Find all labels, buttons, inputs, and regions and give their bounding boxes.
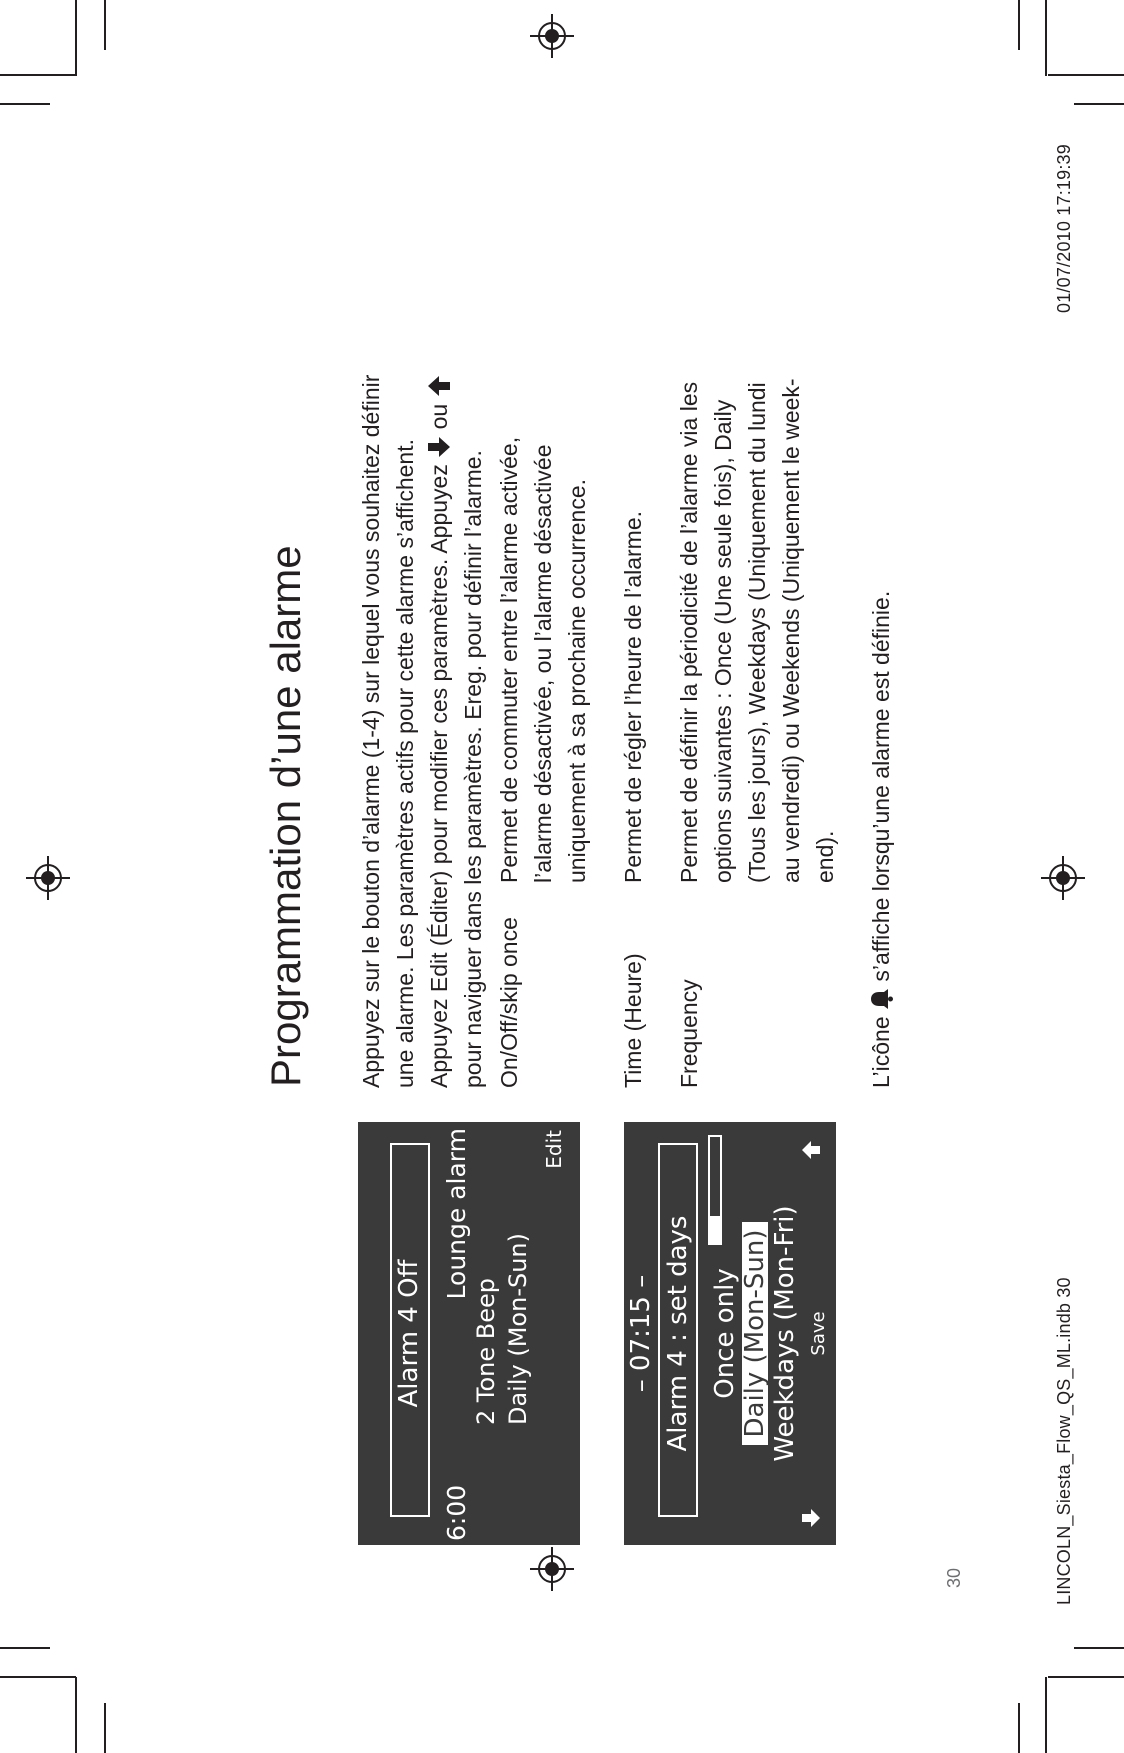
registration-mark-icon (1041, 856, 1085, 900)
definition-line: Permet de régler l’heure de l’alarme. (620, 510, 646, 883)
frequency-option[interactable]: Weekdays (Mon-Fri) (770, 1205, 800, 1462)
definition-line: end). (812, 830, 838, 883)
definition-frequency (672, 273, 842, 883)
crop-mark (104, 1703, 106, 1753)
down-arrow-icon (427, 436, 451, 458)
definition-line: l’alarme désactivée, ou l’alarme désactivée (530, 444, 556, 883)
crop-mark (1045, 1677, 1047, 1753)
definition-line: Permet de commuter entre l’alarme activée, (496, 436, 522, 883)
intro-line: Appuyez sur le bouton d’alarme (1-4) sur lequel vous souhaitez définir (358, 374, 384, 1088)
footnote-text: L’icône (868, 1016, 894, 1088)
alarm-tone: 2 Tone Beep (472, 1278, 500, 1425)
footnote (864, 591, 898, 1088)
term-time: Time (Heure) (620, 953, 646, 1088)
screen-title: Alarm 4 : set days (663, 1215, 693, 1452)
slug-date: 01/07/2010 17:19:39 (1054, 144, 1074, 313)
up-arrow-icon (427, 375, 451, 397)
edit-softkey[interactable]: Edit (542, 1130, 566, 1169)
crop-mark (0, 1676, 76, 1678)
crop-mark (104, 0, 106, 50)
intro-line: pour naviguer dans les paramètres. Ereg. pour définir l’alarme. (460, 450, 486, 1088)
scroll-indicator (708, 1135, 722, 1245)
intro-text: Appuyez Edit (Éditer) pour modifier ces paramètres. Appuyez (426, 464, 452, 1088)
page-number: 30 (944, 1567, 964, 1588)
crop-mark (75, 1677, 77, 1753)
frequency-option[interactable]: Once only (710, 1268, 740, 1399)
intro-text: ou (426, 403, 452, 430)
alarm-screen-set-days (624, 1122, 836, 1545)
crop-mark (1018, 0, 1020, 50)
alarm-frequency: Daily (Mon-Sun) (504, 1233, 532, 1425)
definition-line: Permet de définir la périodicité de l’alarme via les (676, 381, 702, 883)
definition-line: (Tous les jours), Weekdays (Uniquement du lundi (744, 382, 770, 883)
screen-title: Alarm 4 Off (394, 1259, 424, 1408)
registration-mark-icon (530, 1547, 574, 1591)
alarm-time: 6:00 (442, 1484, 471, 1541)
page-title: Programmation d’une alarme (262, 545, 309, 1087)
registration-mark-icon (530, 14, 574, 58)
crop-mark (1074, 103, 1124, 105)
save-softkey[interactable]: Save (808, 1311, 829, 1356)
up-arrow-icon[interactable] (800, 1139, 822, 1161)
crop-mark (1074, 1647, 1124, 1649)
intro-line (422, 258, 456, 1088)
scroll-indicator-fill (710, 1217, 720, 1244)
term-frequency: Frequency (676, 979, 702, 1088)
intro-paragraph (354, 258, 490, 1088)
crop-mark (0, 74, 76, 76)
definition-line: options suivantes : Once (Une seule fois), Daily (710, 399, 736, 883)
crop-mark (1048, 74, 1124, 76)
crop-mark (75, 0, 77, 76)
bell-icon (869, 988, 893, 1010)
crop-mark (0, 103, 50, 105)
crop-mark (1048, 1676, 1124, 1678)
frequency-option[interactable]: Daily (Mon-Sun) (742, 1222, 768, 1445)
intro-line: une alarme. Les paramètres actifs pour cette alarme s’affichent. (392, 438, 418, 1088)
definition-line: au vendredi) ou Weekends (Uniquement le week- (778, 378, 804, 883)
slug-file: LINCOLN_Siesta_Flow_QS_ML.indb 30 (1054, 1277, 1074, 1605)
crop-mark (0, 1647, 50, 1649)
definition-line: uniquement à sa prochaine occurrence. (564, 478, 590, 883)
down-arrow-icon[interactable] (800, 1507, 822, 1529)
alarm-screen-summary (358, 1122, 580, 1545)
footnote-text: s’affiche lorsqu’une alarme est définie. (868, 590, 894, 982)
crop-mark (1045, 0, 1047, 76)
definition-time (616, 273, 650, 883)
alarm-name: Lounge alarm (442, 1128, 471, 1300)
crop-mark (1018, 1703, 1020, 1753)
definition-on-off (492, 273, 594, 883)
registration-mark-icon (26, 856, 70, 900)
term-on-off: On/Off/skip once (496, 917, 522, 1088)
alarm-time-display: – 07:15 – (626, 1274, 656, 1393)
